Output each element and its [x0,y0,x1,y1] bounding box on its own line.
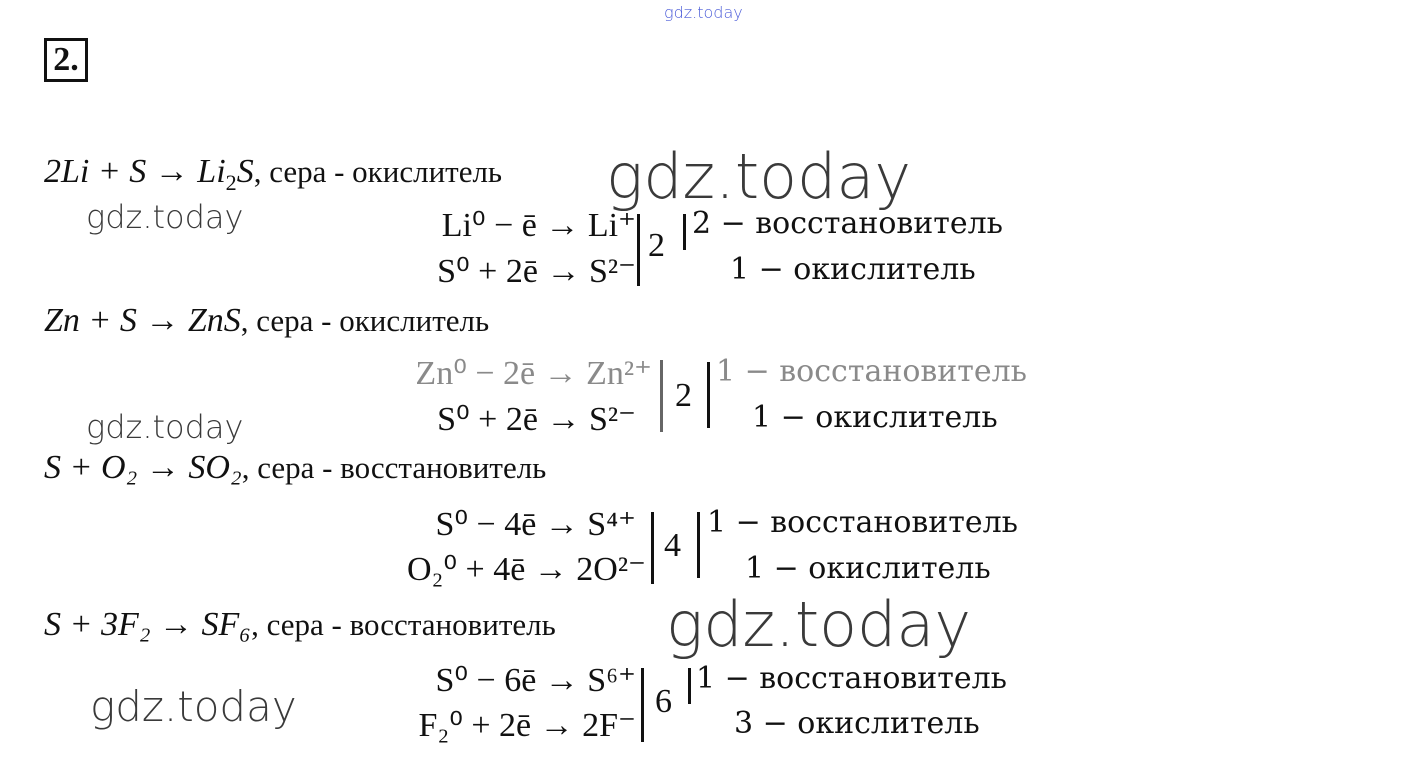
reaction-3-coef-1: 1 − восстановитель [707,505,1019,540]
reaction-1-formula-tail: S [236,153,254,190]
watermark-large-1: gdz.today [606,140,912,213]
reaction-4-bar-left [641,668,644,742]
reaction-1-half-1: Li⁰ − ē → Li⁺ [441,207,636,244]
task-number: 2. [44,38,88,82]
watermark-top: gdz.today [664,3,743,22]
reaction-3-half-1: S⁰ − 4ē → S⁴⁺ [435,506,636,543]
reaction-2-coef-1: 1 − восстановитель [716,354,1028,389]
reaction-1-equation [44,152,502,203]
reaction-2-coef-2: 1 − окислитель [752,400,998,435]
reaction-4-half-2: F₂⁰ + 2ē → 2F⁻ [418,707,636,744]
reaction-2-half-2: S⁰ + 2ē → S²⁻ [437,401,636,438]
reaction-4-bar-right [688,668,691,704]
reaction-3-lcm: 4 [664,527,681,564]
watermark-medium: gdz.today [90,682,297,731]
reaction-1-bar-left [637,214,640,286]
reaction-1-half-2: S⁰ + 2ē → S²⁻ [437,253,636,290]
reaction-1-coef-1: 2 − восстановитель [692,206,1004,241]
reaction-4-lcm: 6 [655,683,672,720]
watermark-small-2: gdz.today [86,408,244,446]
reaction-4-formula: S + 3F₂ → SF₆ [44,606,252,643]
reaction-2-bar-left [660,360,663,432]
reaction-2-bar-right [707,362,710,428]
reaction-4-equation [44,605,556,645]
reaction-2-lcm: 2 [675,377,692,414]
reaction-2-formula: Zn + S → ZnS [44,302,241,339]
reaction-1-coef-2: 1 − окислитель [730,252,976,287]
reaction-4-coef-2: 3 − окислитель [734,706,980,741]
reaction-2-half-1: Zn⁰ − 2ē → Zn²⁺ [415,355,652,392]
reaction-1-bar-right [683,214,686,250]
reaction-3-coef-2: 1 − окислитель [745,551,991,586]
reaction-4-coef-1: 1 − восстановитель [696,661,1008,696]
reaction-1-formula: 2Li + S → Li [44,153,226,190]
reaction-3-bar-left [651,512,654,584]
watermark-small-1: gdz.today [86,198,244,236]
reaction-3-formula: S + O₂ → SO₂ [44,449,242,486]
reaction-4-description: , сера - восстановитель [251,607,556,642]
reaction-1-subscript: 2 [225,169,237,195]
reaction-2-equation [44,301,489,341]
reaction-1-lcm: 2 [648,227,665,264]
reaction-3-description: , сера - восстановитель [241,450,547,485]
reaction-2-description: , сера - окислитель [240,303,490,338]
reaction-1-description: , сера - окислитель [253,154,503,189]
reaction-3-equation [44,448,546,488]
reaction-3-bar-right [697,512,700,578]
reaction-4-half-1: S⁰ − 6ē → S⁶⁺ [435,662,636,699]
watermark-large-2: gdz.today [666,588,972,661]
reaction-3-half-2: O₂⁰ + 4ē → 2O²⁻ [407,551,646,588]
